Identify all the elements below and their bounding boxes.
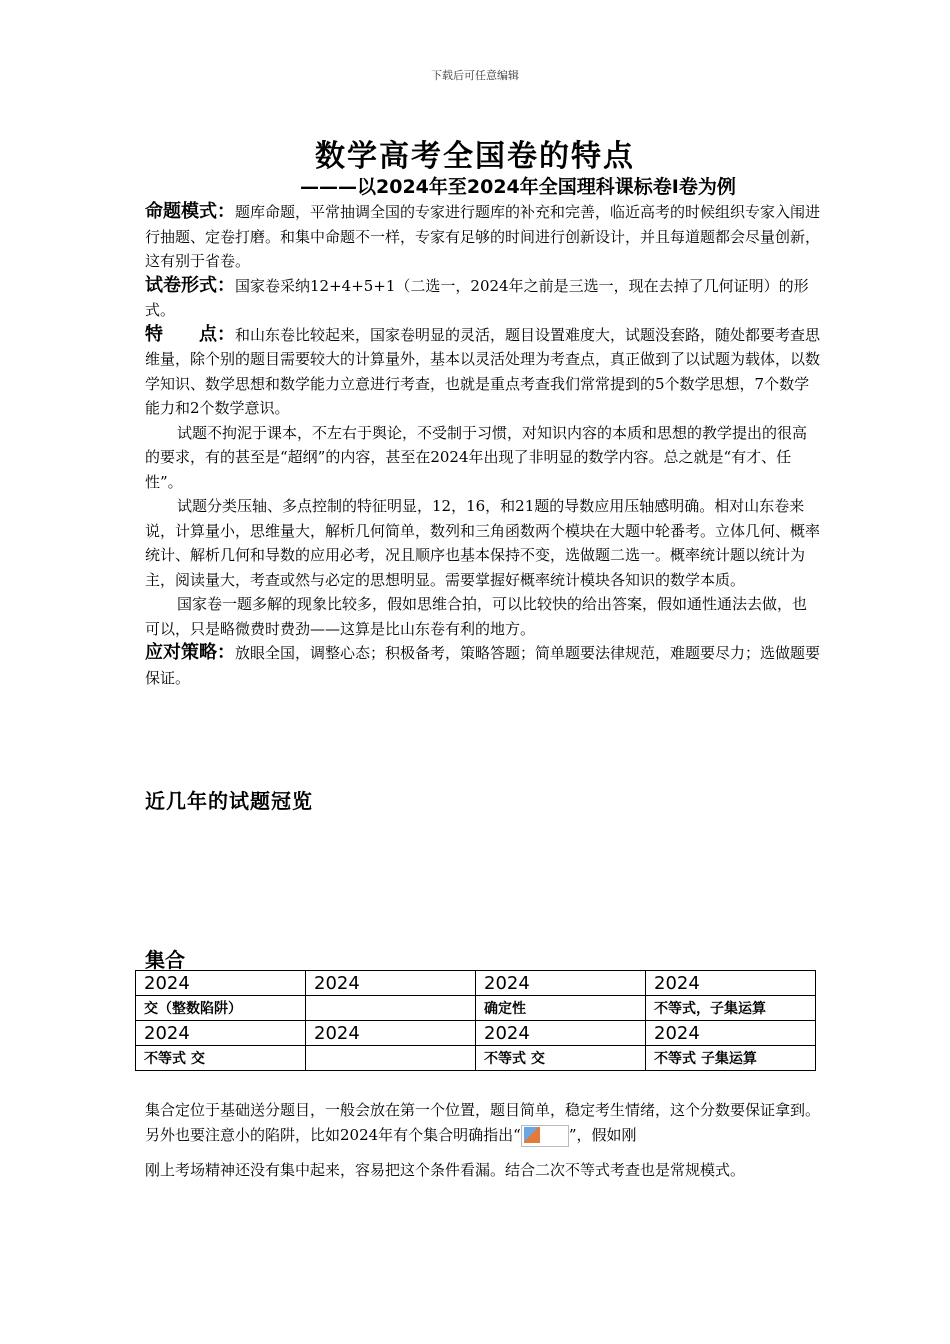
paragraph-strategy — [145, 641, 820, 690]
table-cell — [306, 1046, 476, 1071]
label-format: 试卷形式： — [145, 274, 235, 296]
label-strategy: 应对策略： — [145, 642, 235, 663]
table-cell: 不等式 交 — [476, 1046, 646, 1071]
paragraph-5: 试题分类压轴、多点控制的特征明显，12，16，和21题的导数应用压轴感明确。相对山东卷来说，计算量小，思维量大，解析几何简单，数列和三角函数两个模块在大题中轮番考。立体几何、概率统计、解析几何和导数的应用必考，况且顺序也基本保持不变，选做题二选一。概率统计题以统计为主，阅读量大，考查或然与必定的思想明显。需要掌握好概率统计模块各知识的数学本质。 — [145, 497, 821, 589]
paragraph-format — [145, 274, 820, 323]
table-cell: 2024 — [306, 971, 476, 996]
table-cell: 2024 — [306, 1021, 476, 1046]
table-cell: 不等式 子集运算 — [646, 1046, 816, 1071]
table-cell: 不等式，子集运算 — [646, 996, 816, 1021]
table-cell: 2024 — [646, 971, 816, 996]
table-cell: 2024 — [476, 1021, 646, 1046]
text-format: 国家卷采纳12+4+5+1（二选一，2024年之前是三选一，现在去掉了几何证明）的形式。 — [145, 276, 809, 319]
table-row — [136, 996, 816, 1021]
label-features: 特 点： — [145, 323, 235, 345]
paragraph-mode — [145, 200, 820, 274]
text-features: 和山东卷比较起来，国家卷明显的灵活，题目设置难度大，试题没套路，随处都要考查思维量，除个别的题目需要较大的计算量外，基本以灵活处理为考查点，真正做到了以试题为载体，以数学知识、数学思想和数学能力立意进行考查，也就是重点考查我们常常提到的5个数学思想，7个数学能力和2个数学意识。 — [145, 325, 821, 417]
table-cell: 2024 — [136, 1021, 306, 1046]
table-cell — [306, 996, 476, 1021]
table-cell: 交（整数陷阱） — [136, 996, 306, 1021]
text-strategy: 放眼全国，调整心态；积极备考，策略答题；简单题要法律规范，难题要尽力；选做题要保证。 — [145, 644, 821, 687]
header-note: 下载后可任意编辑 — [431, 69, 519, 82]
closing-paragraph — [145, 1098, 820, 1183]
table-row — [136, 971, 816, 996]
page-subtitle: ———以2024年至2024年全国理科课标卷Ⅰ卷为例 — [300, 176, 736, 198]
closing-line-1 — [145, 1098, 820, 1148]
table-row — [136, 1021, 816, 1046]
formula-image-icon — [521, 1125, 569, 1147]
table-cell: 2024 — [136, 971, 306, 996]
paragraph-features — [145, 323, 820, 421]
table-cell: 不等式 交 — [136, 1046, 306, 1071]
table-row — [136, 1046, 816, 1071]
intro-body — [145, 200, 820, 690]
paragraph-4: 试题不拘泥于课本，不左右于舆论，不受制于习惯，对知识内容的本质和思想的教学提出的很高的要求，有的甚至是“超纲”的内容，甚至在2024年出现了非明显的数学内容。总之就是“有才、任性”。 — [145, 423, 808, 491]
label-mode: 命题模式： — [145, 201, 235, 222]
paragraph-6: 国家卷一题多解的现象比较多，假如思维合拍，可以比较快的给出答案，假如通性通法去做，也可以，只是略微费时费劲——这算是比山东卷有利的地方。 — [145, 595, 808, 638]
topic-table — [135, 970, 816, 1071]
text-mode: 题库命题，平常抽调全国的专家进行题库的补充和完善，临近高考的时候组织专家入闱进行抽题、定卷打磨。和集中命题不一样，专家有足够的时间进行创新设计，并且每道题都会尽量创新，这有别于省卷。 — [145, 203, 821, 270]
closing-line-2: 刚上考场精神还没有集中起来，容易把这个条件看漏。结合二次不等式考查也是常规模式。 — [145, 1161, 746, 1179]
subsection-heading: 集合 — [145, 948, 185, 972]
table-cell: 确定性 — [476, 996, 646, 1021]
closing-text-b: ”，假如刚 — [568, 1126, 637, 1144]
section-heading: 近几年的试题冠览 — [145, 789, 313, 813]
closing-text-a: 集合定位于基础送分题目，一般会放在第一个位置，题目简单，稳定考生情绪，这个分数要保证拿到。另外也要注意小的陷阱，比如2024年有个集合明确指出“ — [145, 1101, 821, 1144]
page-title: 数学高考全国卷的特点 — [315, 139, 635, 174]
table-cell: 2024 — [476, 971, 646, 996]
table-cell: 2024 — [646, 1021, 816, 1046]
